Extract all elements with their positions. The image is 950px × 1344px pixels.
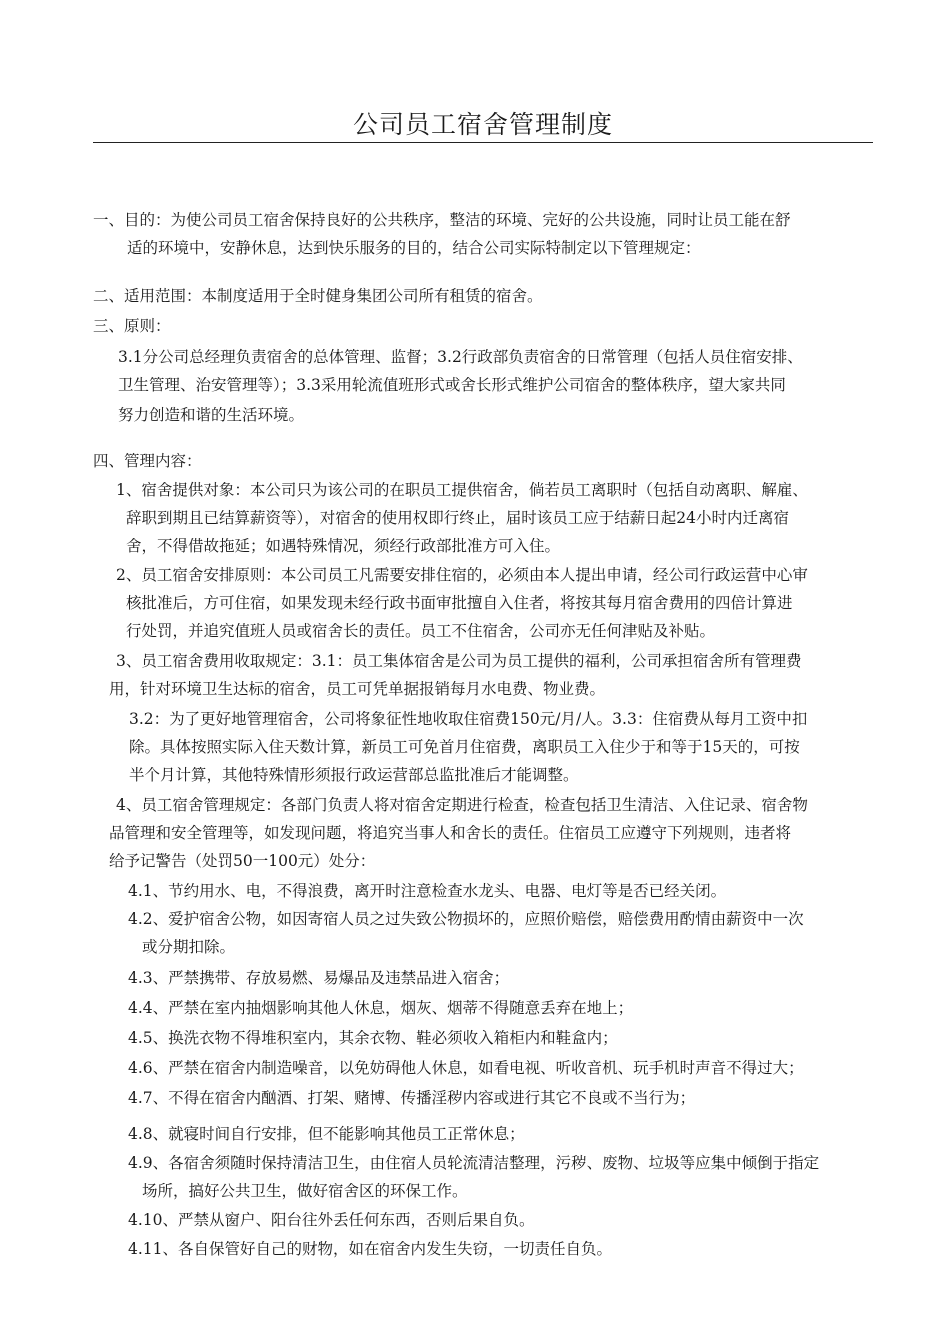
text-line: 4.9、各宿舍须随时保持清洁卫生，由住宿人员轮流清洁整理，污秽、废物、垃圾等应集中倾倒于指定: [128, 1154, 820, 1172]
text-line: 四、管理内容：: [93, 452, 202, 470]
text-line: 4.10、严禁从窗户、阳台往外丢任何东西，否则后果自负。: [128, 1211, 535, 1229]
text-line: 3.1分公司总经理负责宿舍的总体管理、监督；3.2行政部负责宿舍的日常管理（包括人员住宿安排、: [118, 348, 803, 366]
text-line: 辞职到期且已结算薪资等），对宿舍的使用权即行终止，届时该员工应于结薪日起24小时内迁离宿: [126, 509, 789, 527]
text-line: 4.11、各自保管好自己的财物，如在宿舍内发生失窃，一切责任自负。: [128, 1240, 613, 1258]
text-line: 一、目的：为使公司员工宿舍保持良好的公共秩序，整洁的环境、完好的公共设施，同时让员工能在舒: [93, 211, 791, 229]
text-line: 1、宿舍提供对象：本公司只为该公司的在职员工提供宿舍，倘若员工离职时（包括自动离职、解雇、: [116, 481, 808, 499]
text-line: 适的环境中，安静休息，达到快乐服务的目的，结合公司实际特制定以下管理规定：: [127, 239, 701, 257]
text-line: 三、原则：: [93, 317, 171, 335]
text-line: 2、员工宿舍安排原则：本公司员工凡需要安排住宿的，必须由本人提出申请，经公司行政运营中心审: [116, 566, 808, 584]
text-line: 核批准后，方可住宿，如果发现未经行政书面审批擅自入住者，将按其每月宿舍费用的四倍计算进: [126, 594, 793, 612]
text-line: 或分期扣除。: [142, 938, 236, 956]
text-line: 4.4、严禁在室内抽烟影响其他人休息，烟灰、烟蒂不得随意丢弃在地上；: [128, 999, 634, 1017]
text-line: 4.6、严禁在宿舍内制造噪音，以免妨碍他人休息，如看电视、听收音机、玩手机时声音不得过大；: [128, 1059, 804, 1077]
document-title: 公司员工宿舍管理制度: [352, 110, 613, 139]
text-line: 4.7、不得在宿舍内酗酒、打架、赌博、传播淫秽内容或进行其它不良或不当行为；: [128, 1089, 696, 1107]
text-line: 除。具体按照实际入住天数计算，新员工可免首月住宿费，离职员工入住少于和等于15天的，可按: [129, 738, 800, 756]
text-line: 舍，不得借故拖延；如遇特殊情况，须经行政部批准方可入住。: [126, 537, 561, 555]
text-line: 4.2、爱护宿舍公物，如因寄宿人员之过失致公物损坏的，应照价赔偿，赔偿费用酌情由薪资中一次: [128, 910, 804, 928]
title-underline: [93, 142, 873, 143]
text-line: 4、员工宿舍管理规定：各部门负责人将对宿舍定期进行检查，检查包括卫生清洁、入住记录、宿舍物: [116, 796, 808, 814]
text-line: 4.1、节约用水、电，不得浪费，离开时注意检查水龙头、电器、电灯等是否已经关闭。: [128, 882, 727, 900]
text-line: 4.5、换洗衣物不得堆积室内，其余衣物、鞋必须收入箱柜内和鞋盒内；: [128, 1029, 618, 1047]
text-line: 努力创造和谐的生活环境。: [118, 406, 305, 424]
text-line: 场所，搞好公共卫生，做好宿舍区的环保工作。: [142, 1182, 468, 1200]
text-line: 品管理和安全管理等，如发现问题，将追究当事人和舍长的责任。住宿员工应遵守下列规则，违者将: [109, 824, 792, 842]
text-line: 卫生管理、治安管理等）；3.3采用轮流值班形式或舍长形式维护公司宿舍的整体秩序，望大家共同: [118, 376, 786, 394]
text-line: 半个月计算，其他特殊情形须报行政运营部总监批准后才能调整。: [129, 766, 579, 784]
text-line: 4.8、就寝时间自行安排，但不能影响其他员工正常休息；: [128, 1125, 525, 1143]
text-line: 用，针对环境卫生达标的宿舍，员工可凭单据报销每月水电费、物业费。: [109, 680, 606, 698]
text-line: 3.2：为了更好地管理宿舍，公司将象征性地收取住宿费150元/月/人。3.3：住宿费从每月工资中扣: [129, 710, 808, 728]
text-line: 二、适用范围：本制度适用于全时健身集团公司所有租赁的宿舍。: [93, 287, 543, 305]
text-line: 给予记警告（处罚50一100元）处分：: [109, 852, 376, 870]
text-line: 3、员工宿舍费用收取规定：3.1：员工集体宿舍是公司为员工提供的福利，公司承担宿舍所有管理费: [116, 652, 802, 670]
text-line: 行处罚，并追究值班人员或宿舍长的责任。员工不住宿舍，公司亦无任何津贴及补贴。: [126, 622, 716, 640]
text-line: 4.3、严禁携带、存放易燃、易爆品及违禁品进入宿舍；: [128, 969, 510, 987]
